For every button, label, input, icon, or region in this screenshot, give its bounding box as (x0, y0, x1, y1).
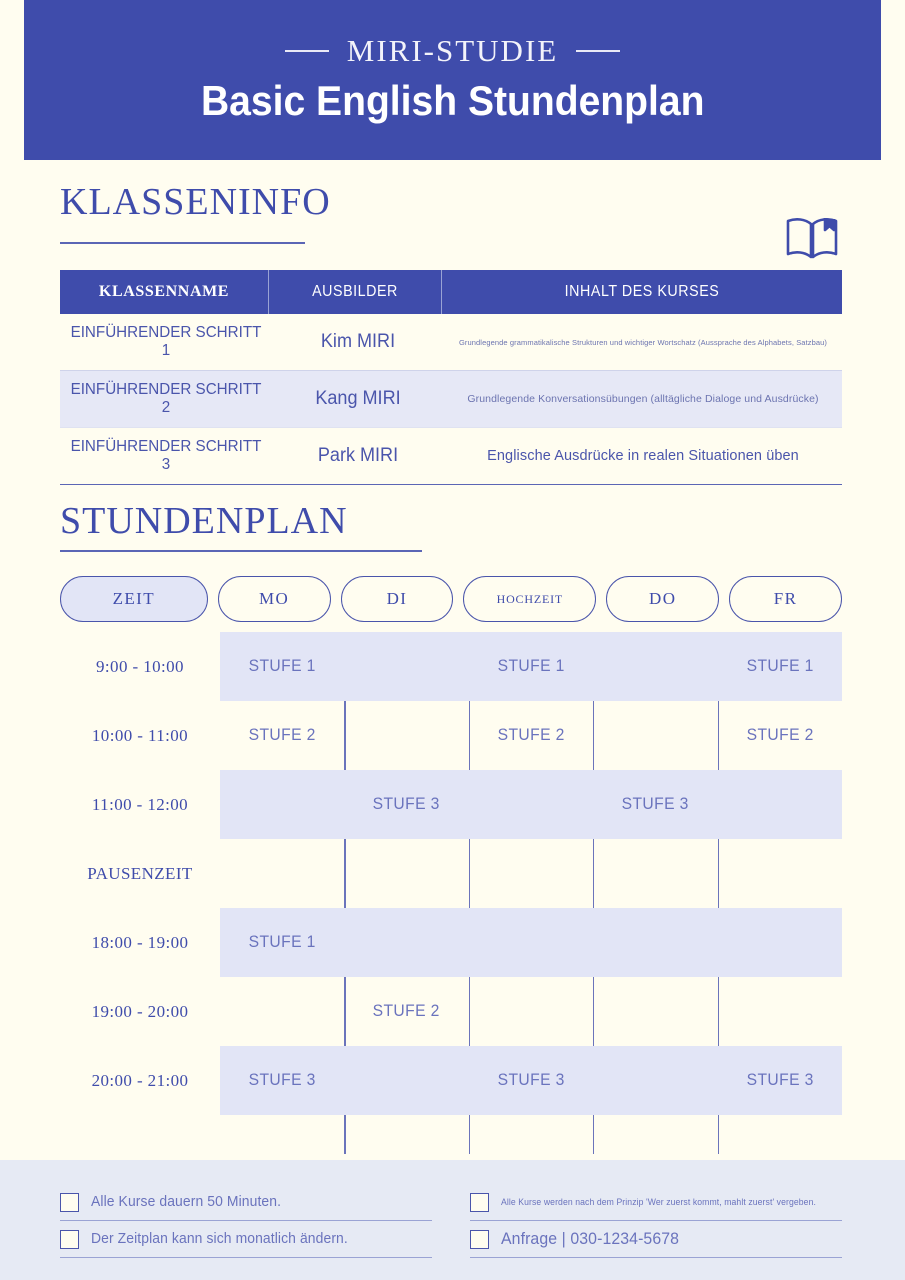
day-header-do[interactable]: DO (606, 576, 719, 622)
schedule-cell[interactable]: STUFE 2 (746, 726, 814, 744)
schedule-cell[interactable]: STUFE 1 (248, 657, 316, 675)
schedule-cell[interactable] (472, 795, 590, 814)
footer-note-item[interactable] (470, 1184, 842, 1221)
brand-dash-left-icon (285, 50, 329, 52)
schedule-day-header-row (60, 576, 842, 622)
cell-instructor: Park MIRI (317, 445, 399, 466)
schedule-row (60, 839, 842, 908)
schedule-cell[interactable]: STUFE 3 (497, 1071, 565, 1089)
cell-instructor: Kang MIRI (315, 388, 401, 409)
brand-row (285, 33, 620, 69)
schedule-table (60, 576, 842, 1154)
schedule-cell[interactable] (596, 726, 714, 745)
footer-note-label: Alle Kurse werden nach dem Prinzip 'Wer zuerst kommt, mahlt zuerst' vergeben. (501, 1197, 816, 1207)
schedule-cell[interactable]: STUFE 1 (248, 933, 316, 951)
page-title: Basic English Stundenplan (200, 77, 705, 125)
schedule-row (60, 632, 842, 701)
checkbox-icon[interactable] (470, 1230, 489, 1249)
header-divider (441, 270, 442, 314)
footer-note-label: Der Zeitplan kann sich monatlich ändern. (91, 1231, 348, 1247)
class-info-table-header (60, 270, 842, 314)
checkbox-icon[interactable] (60, 1193, 79, 1212)
row-time-label: 9:00 - 10:00 (96, 656, 184, 676)
row-time-label: PAUSENZEIT (87, 863, 193, 883)
day-header-fr[interactable]: FR (729, 576, 842, 622)
page-footer (0, 1160, 905, 1280)
schedule-cell[interactable]: STUFE 2 (248, 726, 316, 744)
brand-dash-right-icon (576, 50, 620, 52)
class-info-table (60, 270, 842, 485)
checkbox-icon[interactable] (60, 1230, 79, 1249)
schedule-cell[interactable]: STUFE 3 (248, 1071, 316, 1089)
schedule-cell[interactable] (348, 1071, 466, 1090)
footer-contact-label: Anfrage | 030-1234-5678 (501, 1229, 680, 1248)
schedule-cell[interactable] (223, 1002, 341, 1021)
schedule-cell[interactable] (721, 795, 839, 814)
day-header-zeit[interactable]: ZEIT (60, 576, 208, 622)
schedule-row (60, 1046, 842, 1115)
checkbox-icon[interactable] (470, 1193, 489, 1212)
footer-note-item[interactable] (60, 1184, 432, 1221)
class-info-title: KLASSENINFO (60, 181, 331, 223)
table-row (60, 314, 842, 371)
cell-classname: EINFÜHRENDER SCHRITT 3 (70, 438, 262, 473)
cell-content: Grundlegende grammatikalische Strukturen und wichtiger Wortschatz (Aussprache des Alphabets, Satzbau) (458, 337, 828, 347)
schedule-cell[interactable]: STUFE 2 (373, 1002, 441, 1020)
row-time-label: 18:00 - 19:00 (91, 932, 189, 952)
schedule-grid (60, 632, 842, 1154)
schedule-cell[interactable] (348, 726, 466, 745)
schedule-cell[interactable] (721, 1002, 839, 1021)
footer-notes-right (470, 1184, 842, 1258)
day-header-mo[interactable]: MO (218, 576, 331, 622)
row-time-label: 11:00 - 12:00 (91, 794, 189, 814)
schedule-title: STUNDENPLAN (60, 500, 348, 542)
class-info-heading (60, 182, 390, 222)
cell-content: Englische Ausdrücke in realen Situationen üben (487, 448, 799, 464)
row-time-label: 10:00 - 11:00 (91, 725, 189, 745)
schedule-cell[interactable]: STUFE 2 (497, 726, 565, 744)
column-header-classname: KLASSENNAME (98, 283, 230, 300)
column-header-content: INHALT DES KURSES (564, 283, 720, 300)
open-book-icon (784, 214, 840, 262)
page-header (24, 0, 881, 160)
day-header-hochzeit[interactable]: HOCHZEIT (463, 576, 596, 622)
cell-classname: EINFÜHRENDER SCHRITT 1 (70, 324, 262, 359)
row-time-label: 20:00 - 21:00 (91, 1070, 189, 1090)
schedule-cell[interactable] (348, 657, 466, 676)
cell-classname: EINFÜHRENDER SCHRITT 2 (70, 381, 262, 416)
row-time-label: 19:00 - 20:00 (91, 1001, 189, 1021)
schedule-cell[interactable] (596, 1002, 714, 1021)
cell-instructor: Kim MIRI (320, 331, 396, 352)
day-header-di[interactable]: DI (341, 576, 454, 622)
table-row (60, 428, 842, 485)
schedule-cell[interactable]: STUFE 3 (373, 795, 441, 813)
footer-contact-item[interactable] (470, 1221, 842, 1258)
schedule-cell[interactable] (472, 933, 590, 952)
schedule-row (60, 908, 842, 977)
brand-title: MIRI-STUDIE (346, 33, 559, 69)
footer-notes-left (60, 1184, 432, 1258)
schedule-cell[interactable] (472, 1002, 590, 1021)
schedule-row (60, 701, 842, 770)
schedule-cell[interactable] (596, 933, 714, 952)
schedule-heading (60, 502, 480, 542)
cell-content: Grundlegende Konversationsübungen (alltägliche Dialoge und Ausdrücke) (467, 393, 819, 405)
footer-note-label: Alle Kurse dauern 50 Minuten. (91, 1194, 282, 1210)
schedule-cell[interactable] (596, 657, 714, 676)
schedule-cell[interactable] (223, 795, 341, 814)
schedule-cell[interactable] (348, 933, 466, 952)
footer-note-item[interactable] (60, 1221, 432, 1258)
schedule-cell[interactable]: STUFE 1 (497, 657, 565, 675)
class-info-underline (60, 242, 305, 244)
schedule-row (60, 977, 842, 1046)
schedule-cell[interactable]: STUFE 3 (621, 795, 689, 813)
schedule-cell[interactable]: STUFE 3 (746, 1071, 814, 1089)
schedule-cell[interactable]: STUFE 1 (746, 657, 814, 675)
schedule-cell[interactable] (721, 933, 839, 952)
header-divider (268, 270, 269, 314)
schedule-cell[interactable] (596, 1071, 714, 1090)
table-row (60, 371, 842, 428)
column-header-instructor: AUSBILDER (312, 283, 398, 300)
schedule-row (60, 770, 842, 839)
schedule-underline (60, 550, 422, 552)
